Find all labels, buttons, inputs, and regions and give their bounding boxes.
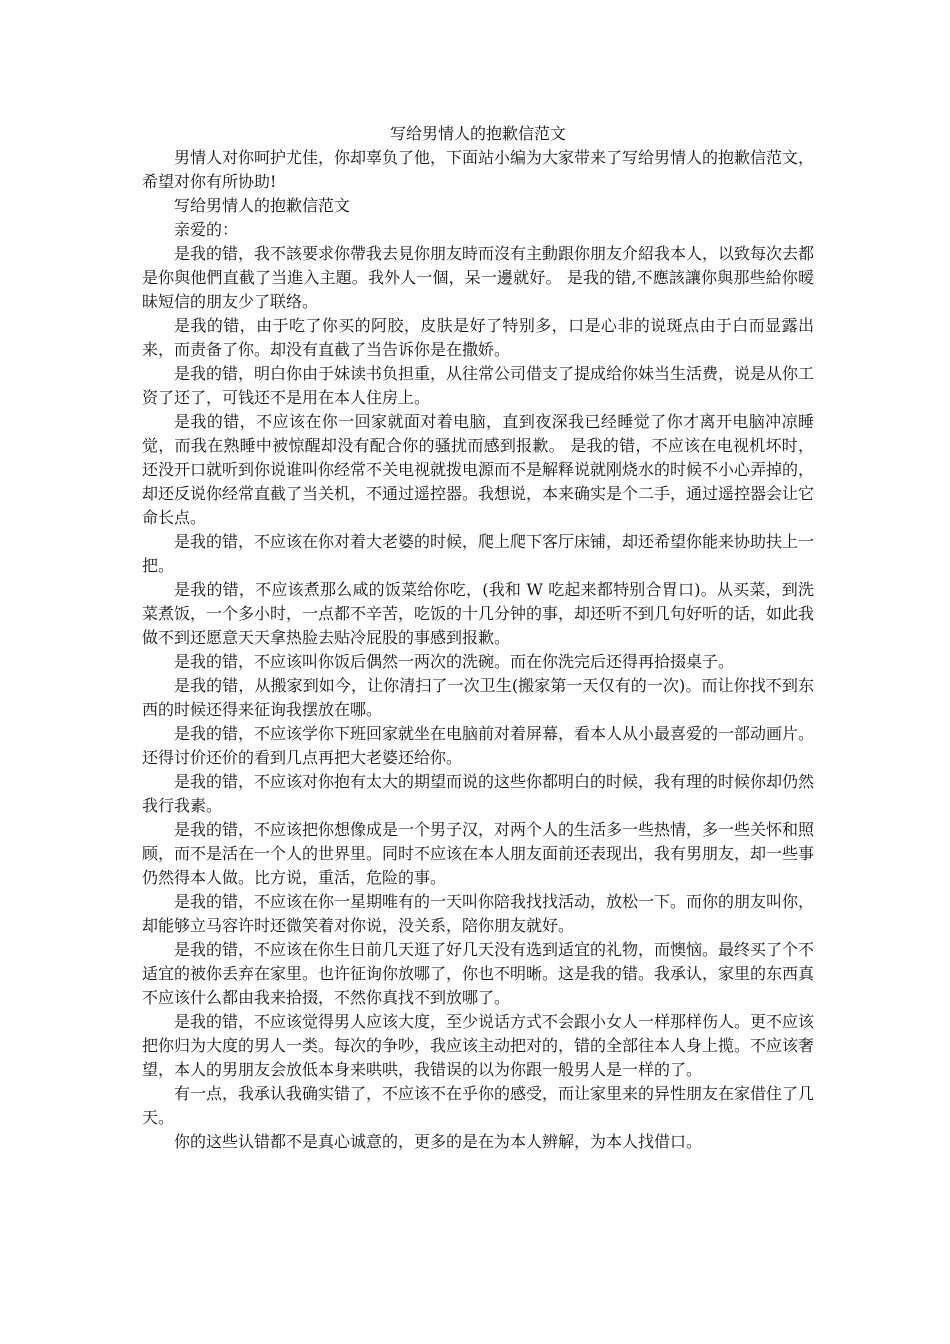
body-paragraph: 是我的错，不应该在你一回家就面对着电脑，直到夜深我已经睡觉了你才离开电脑冲凉睡觉，而我在熟睡中被惊醒却没有配合你的骚扰而感到报歉。 是我的错，不应该在电视机坏时，还没开口就听到你说谁叫你经常不关电视就拨电源而不是解释说就刚烧水的时候不小心弄掉的，却还反说你经常直截了当关机，不通过遥控器。我想说，本来确实是个二手，通过遥控器会让它命长点。 (142, 412, 815, 527)
body-paragraph: 是我的错，不应该叫你饭后偶然一两次的洗碗。而在你洗完后还得再拾掇桌子。 (174, 652, 735, 671)
body-paragraph: 是我的错，不应该在你一星期唯有的一天叫你陪我找找活动，放松一下。而你的朋友叫你，却能够立马容许时还微笑着对你说，没关系，陪你朋友就好。 (142, 892, 815, 935)
salutation: 亲爱的： (174, 220, 239, 239)
body-paragraph: 是我的错，不应该在你对着大老婆的时候，爬上爬下客厅床铺，却还希望你能来协助扶上一把。 (142, 532, 815, 575)
body-paragraph: 是我的错，不应该在你生日前几天逛了好几天没有选到适宜的礼物，而懊恼。最终买了个不适宜的被你丢弃在家里。也许征询你放哪了，你也不明晰。这是我的错。我承认，家里的东西真不应该什么都由我来拾掇，不然你真找不到放哪了。 (142, 940, 815, 1007)
body-paragraph: 是我的错，不应该对你抱有太大的期望而说的这些你都明白的时候，我有理的时候你却仍然我行我素。 (142, 772, 815, 815)
body-paragraph: 有一点，我承认我确实错了，不应该不在乎你的感受，而让家里来的异性朋友在家借住了几天。 (142, 1084, 815, 1127)
body-paragraph: 是我的错，不应该把你想像成是一个男子汉，对两个人的生活多一些热情，多一些关怀和照顾，而不是活在一个人的世界里。同时不应该在本人朋友面前还表现出，我有男朋友，却一些事仍然得本人做。比方说，重活，危险的事。 (142, 820, 815, 887)
body-paragraph: 是我的错，从搬家到如今，让你清扫了一次卫生(搬家第一天仅有的一次)。而让你找不到东西的时候还得来征询我摆放在哪。 (142, 676, 814, 719)
body-paragraph: 是我的错，不应该煮那么咸的饭菜给你吃，(我和 W 吃起来都特别合胃口)。从买菜，到洗菜煮饭，一个多小时，一点都不辛苦，吃饭的十几分钟的事，却还听不到几句好听的话，如此我做不到还愿意天天拿热脸去贴冷屁股的事感到报歉。 (142, 580, 815, 647)
section-heading: 写给男情人的抱歉信范文 (174, 196, 351, 215)
body-paragraph: 是我的错，不应该学你下班回家就坐在电脑前对着屏幕，看本人从小最喜爱的一部动画片。还得讨价还价的看到几点再把大老婆还给你。 (142, 724, 815, 767)
body-paragraph: 是我的错，明白你由于妹读书负担重，从往常公司借支了提成给你妹当生活费，说是从你工资了还了，可钱还不是用在本人住房上。 (142, 364, 815, 407)
body-paragraph: 是我的错，我不該要求你帶我去見你朋友時而沒有主動跟你朋友介紹我本人，以致每次去都是你與他們直截了当進入主題。我外人一個，呆一邊就好。 是我的错,不應該讓你與那些給你暧昧短信的朋友少了联络。 (142, 244, 815, 311)
document-page (142, 122, 814, 1154)
body-paragraph: 是我的错，由于吃了你买的阿胶，皮肤是好了特别多，口是心非的说斑点由于白而显露出来，而责备了你。却没有直截了当告诉你是在撒娇。 (142, 316, 814, 359)
closing-paragraph: 你的这些认错都不是真心诚意的，更多的是在为本人辨解，为本人找借口。 (174, 1132, 703, 1151)
intro-paragraph: 男情人对你呵护尤佳，你却辜负了他，下面站小编为大家带来了写给男情人的抱歉信范文，希望对你有所协助! (142, 148, 815, 191)
body-paragraph: 是我的错，不应该觉得男人应该大度，至少说话方式不会跟小女人一样那样伤人。更不应该把你归为大度的男人一类。每次的争吵，我应该主动把对的，错的全部往本人身上揽。不应该奢望，本人的男朋友会放低本身来哄哄，我错误的以为你跟一般男人是一样的了。 (142, 1012, 815, 1079)
document-title: 写给男情人的抱歉信范文 (389, 124, 566, 143)
